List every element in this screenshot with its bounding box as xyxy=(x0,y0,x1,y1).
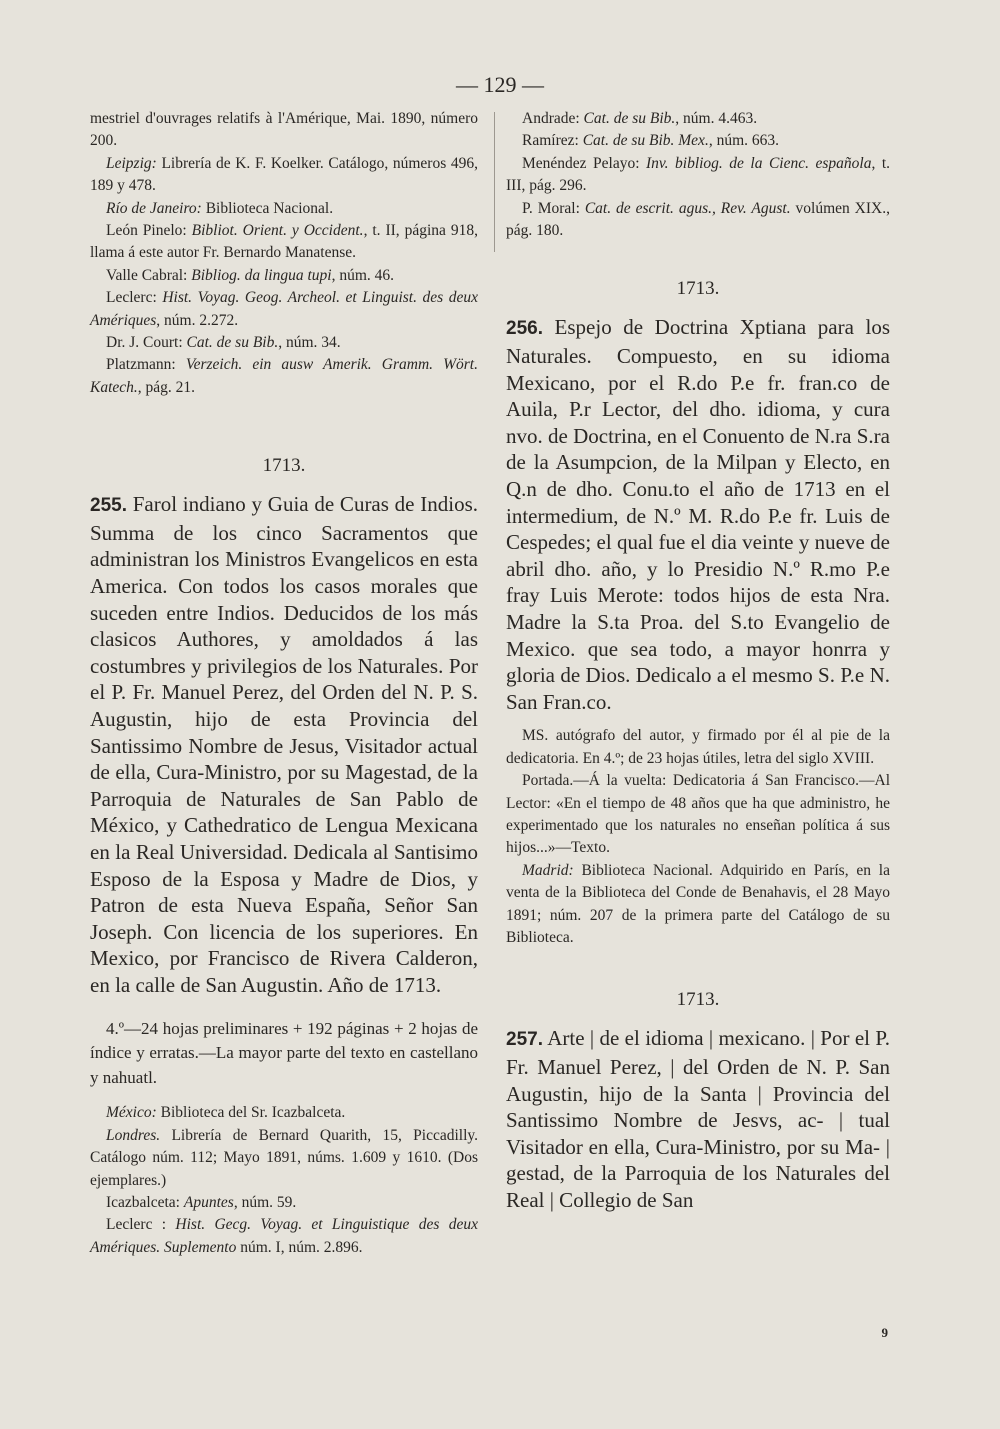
reference-line: Menéndez Pelayo: Inv. bibliog. de la Cienc. española, t. III, pág. 296. xyxy=(506,154,890,195)
collation: 4.º—24 hojas preliminares + 192 páginas + 2 hojas de índice y erratas.—La mayor parte del texto en castellano y nahuatl. xyxy=(90,1018,478,1087)
left-column xyxy=(90,108,478,1259)
entry-title: Arte | de el idioma | mexicano. | Por el P. Fr. Manuel Perez, | del Orden de N. P. San Augustin, hijo de la Santa | Provincia del Santissimo Nombre de Jesvs, ac- | tual Visitador en ella, Cura-Ministro, por su Ma- | gestad, de la Parroquia de los Naturales del Real | Collegio de San xyxy=(506,1026,890,1212)
note-line: Madrid: Biblioteca Nacional. Adquirido en París, en la venta de la Biblioteca del Conde de Benahavis, el 28 Mayo 1891; núm. 207 de la primera parte del Catálogo de su Biblioteca. xyxy=(506,861,890,946)
reference-line: Valle Cabral: Bibliog. da lingua tupi, núm. 46. xyxy=(106,266,395,284)
reference-line: Río de Janeiro: Biblioteca Nacional. xyxy=(106,199,334,217)
entry-255 xyxy=(90,491,478,998)
right-column xyxy=(506,108,890,1214)
locations xyxy=(90,1102,478,1259)
reference-line: Dr. J. Court: Cat. de su Bib., núm. 34. xyxy=(106,334,341,352)
reference-line: Andrade: Cat. de su Bib., núm. 4.463. xyxy=(522,110,758,127)
entry-256 xyxy=(506,314,890,715)
year-heading: 1713. xyxy=(676,278,720,300)
left-top-references xyxy=(90,108,478,399)
reference-line: Ramírez: Cat. de su Bib. Mex., núm. 663. xyxy=(522,132,780,150)
entry-number: 255. xyxy=(90,495,127,517)
note-line: Portada.—Á la vuelta: Dedicatoria á San Francisco.—Al Lector: «En el tiempo de 48 años que ha que administro, he experimentado que los naturales no enseñan política á sus hijos...»—Texto. xyxy=(506,772,890,857)
page-number: — 129 — xyxy=(456,72,544,97)
location-line: Icazbalceta: Apuntes, núm. 59. xyxy=(106,1193,297,1211)
entry-256-notes xyxy=(506,725,890,949)
signature-mark: 9 xyxy=(881,1325,888,1340)
reference-line: Leipzig: Librería de K. F. Koelker. Catálogo, números 496, 189 y 478. xyxy=(90,154,478,195)
entry-257 xyxy=(506,1025,890,1213)
reference-line: P. Moral: Cat. de escrit. agus., Rev. Agust. volúmen XIX., pág. 180. xyxy=(506,199,890,240)
location-line: México: Biblioteca del Sr. Icazbalceta. xyxy=(106,1104,346,1122)
location-line: Leclerc : Hist. Gecg. Voyag. et Linguistique des deux Amériques. Suplemento núm. I, núm. 2.896. xyxy=(90,1216,478,1256)
reference-line: Leclerc: Hist. Voyag. Geog. Archeol. et Linguist. des deux Amériques, núm. 2.272. xyxy=(90,289,479,329)
year-heading: 1713. xyxy=(262,455,306,477)
reference-line: Platzmann: Verzeich. ein ausw Amerik. Gramm. Wört. Katech., pág. 21. xyxy=(90,356,478,396)
right-top-references xyxy=(506,108,890,242)
column-rule xyxy=(494,112,495,252)
entry-number: 256. xyxy=(506,318,543,340)
entry-title: Farol indiano y Guia de Curas de Indios. Summa de los cinco Sacramentos que administran los Ministros Evangelicos en esta America. Con todos los casos morales que suceden entre Indios. Deducidos de los más clasicos Authores, y amoldados á las costumbres y privilegios de los Naturales. Por el P. Fr. Manuel Perez, del Orden del N. P. S. Augustin, hijo de esta Provincia del Santissimo Nombre de Jesus, Visitador actual de ella, Cura-Ministro, por su Magestad, de la Parroquia de Naturales de San Pablo de México, y Cathedratico de Lengua Mexicana en la Real Universidad. Dedicala al Santisimo Esposo de la Esposa y Madre de Dios, y Patron de esta Nueva España, Señor San Joseph. Con licencia de los superiores. En Mexico, por Francisco de Rivera Calderon, en la calle de San Augustin. Año de 1713. xyxy=(90,492,478,997)
entry-title: Espejo de Doctrina Xptiana para los Naturales. Compuesto, en su idioma Mexicano, por el R.do P.e fr. fran.co de Auila, P.r Lector, del dho. idioma, y cura nvo. de Doctrina, en el Conuento de N.ra S.ra de la Asumpcion, de la Milpan y Electo, en Q.n de dho. Conu.to el año de 1713 en el intermedium, de N.º M. R.do P.e fr. Luis de Cespedes; el qual fue el dia veinte y nueve de abril dho. año, y lo Presidio N.º R.mo P.e fray Luis Merote: todos hijos de esta Nra. Madre la S.ta Proa. del S.to Evangelio de Mexico. que sea todo, a mayor honrra y gloria de Dios. Dedicalo a el mesmo S. P.e N. San Fran.co. xyxy=(506,315,890,714)
reference-line: León Pinelo: Bibliot. Orient. y Occident., t. II, página 918, llama á este autor Fr. Bernardo Manatense. xyxy=(90,222,478,262)
note-line: MS. autógrafo del autor, y firmado por él al pie de la dedicatoria. En 4.º; de 23 hojas útiles, letra del siglo XVIII. xyxy=(506,727,890,767)
reference-line: mestriel d'ouvrages relatifs à l'Amérique, Mai. 1890, número 200. xyxy=(90,110,478,150)
entry-number: 257. xyxy=(506,1029,543,1051)
location-line: Londres. Librería de Bernard Quarith, 15, Piccadilly. Catálogo núm. 112; Mayo 1891, núms. 1.609 y 1610. (Dos ejemplares.) xyxy=(90,1126,478,1189)
year-heading: 1713. xyxy=(676,989,720,1011)
